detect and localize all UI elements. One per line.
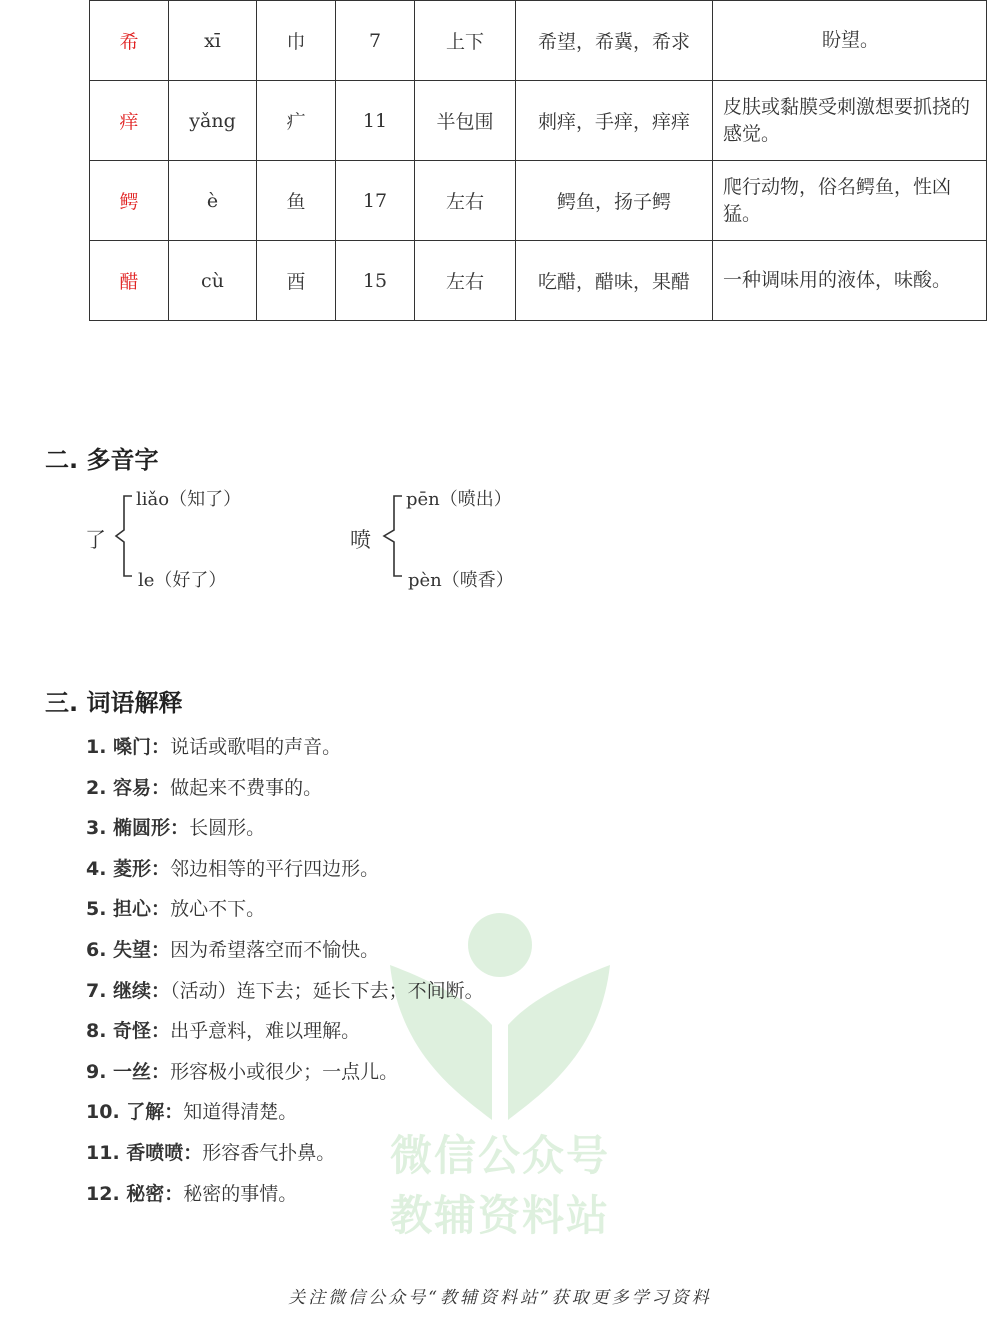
list-item xyxy=(86,894,484,935)
pinyin-cell: yǎng xyxy=(169,81,257,161)
list-item xyxy=(86,813,484,854)
definition-term: 1. 嗓门： xyxy=(86,736,171,758)
definition-text: 说话或歌唱的声音。 xyxy=(170,736,342,758)
radical-cell: 巾 xyxy=(257,1,336,81)
definition-term: 12. 秘密： xyxy=(86,1182,184,1205)
definition-term: 2. 容易： xyxy=(86,776,171,799)
list-item xyxy=(86,854,484,895)
definition-term: 5. 担心： xyxy=(86,898,171,921)
definition-term: 8. 奇怪： xyxy=(86,1020,171,1043)
strokes-cell: 17 xyxy=(336,161,415,241)
list-item xyxy=(86,1138,484,1179)
meaning-cell: 盼望。 xyxy=(713,1,987,81)
definition-text: 形容香气扑鼻。 xyxy=(202,1141,336,1164)
definition-text: 邻边相等的平行四边形。 xyxy=(170,857,380,880)
definition-term: 11. 香喷喷： xyxy=(86,1141,203,1164)
table-row xyxy=(90,241,987,321)
list-item xyxy=(86,1179,484,1220)
table-row xyxy=(90,1,987,81)
strokes-cell: 7 xyxy=(336,1,415,81)
polyphone-char: 喷 xyxy=(350,528,371,552)
list-item xyxy=(86,935,484,976)
structure-cell: 上下 xyxy=(415,1,516,81)
definition-list xyxy=(86,732,484,1219)
words-cell: 鳄鱼，扬子鳄 xyxy=(516,161,713,241)
definition-text: 做起来不费事的。 xyxy=(170,776,323,799)
meaning-cell: 一种调味用的液体，味酸。 xyxy=(713,241,987,321)
pinyin-cell: è xyxy=(169,161,257,241)
structure-cell: 半包围 xyxy=(415,81,516,161)
polyphone-reading: pèn（喷香） xyxy=(408,570,514,591)
pinyin-cell: xī xyxy=(169,1,257,81)
definition-term: 7. 继续： xyxy=(86,979,171,1002)
definition-text: 长圆形。 xyxy=(189,817,266,840)
character-table xyxy=(89,0,987,321)
definition-text: 知道得清楚。 xyxy=(183,1101,298,1124)
list-item xyxy=(86,773,484,814)
list-item xyxy=(86,1097,484,1138)
definition-text: 因为希望落空而不愉快。 xyxy=(170,938,380,961)
definition-text: 出乎意料，难以理解。 xyxy=(170,1020,361,1043)
definition-term: 6. 失望： xyxy=(86,938,171,961)
strokes-cell: 11 xyxy=(336,81,415,161)
watermark-line-1: 微信公众号 xyxy=(389,1131,610,1180)
definition-term: 4. 菱形： xyxy=(86,857,171,880)
polyphone-reading: liǎo（知了） xyxy=(136,489,242,510)
definition-text: 秘密的事情。 xyxy=(183,1182,298,1205)
words-cell: 希望，希冀，希求 xyxy=(516,1,713,81)
table-row xyxy=(90,81,987,161)
definition-text: 放心不下。 xyxy=(170,898,266,921)
polyphone-char: 了 xyxy=(85,528,106,552)
radical-cell: 疒 xyxy=(257,81,336,161)
character-cell: 鳄 xyxy=(90,161,169,241)
polyphone-reading: pēn（喷出） xyxy=(406,489,512,510)
meaning-cell: 爬行动物，俗名鳄鱼，性凶猛。 xyxy=(713,161,987,241)
section-heading-polyphones: 二. 多音字 xyxy=(45,446,159,474)
strokes-cell: 15 xyxy=(336,241,415,321)
pinyin-cell: cù xyxy=(169,241,257,321)
brace-icon xyxy=(106,490,136,582)
structure-cell: 左右 xyxy=(415,161,516,241)
radical-cell: 鱼 xyxy=(257,161,336,241)
structure-cell: 左右 xyxy=(415,241,516,321)
definition-text: （活动）连下去；延长下去；不间断。 xyxy=(170,979,484,1002)
radical-cell: 酉 xyxy=(257,241,336,321)
list-item xyxy=(86,1057,484,1098)
definition-term: 10. 了解： xyxy=(86,1101,184,1124)
section-heading-definitions: 三. 词语解释 xyxy=(45,689,183,717)
definition-term: 3. 椭圆形： xyxy=(86,817,190,840)
character-cell: 希 xyxy=(90,1,169,81)
polyphone-reading: le（好了） xyxy=(138,570,227,591)
table-row xyxy=(90,161,987,241)
words-cell: 刺痒，手痒，痒痒 xyxy=(516,81,713,161)
brace-icon xyxy=(374,490,406,582)
list-item xyxy=(86,976,484,1017)
definition-text: 形容极小或很少；一点儿。 xyxy=(170,1060,399,1083)
watermark-line-2: 教辅资料站 xyxy=(389,1191,610,1240)
list-item xyxy=(86,1016,484,1057)
meaning-cell: 皮肤或黏膜受刺激想要抓挠的感觉。 xyxy=(713,81,987,161)
character-cell: 痒 xyxy=(90,81,169,161)
character-cell: 醋 xyxy=(90,241,169,321)
footer-note: 关注微信公众号“教辅资料站”获取更多学习资料 xyxy=(288,1288,712,1308)
list-item xyxy=(86,732,484,773)
words-cell: 吃醋，醋味，果醋 xyxy=(516,241,713,321)
definition-term: 9. 一丝： xyxy=(86,1060,171,1083)
